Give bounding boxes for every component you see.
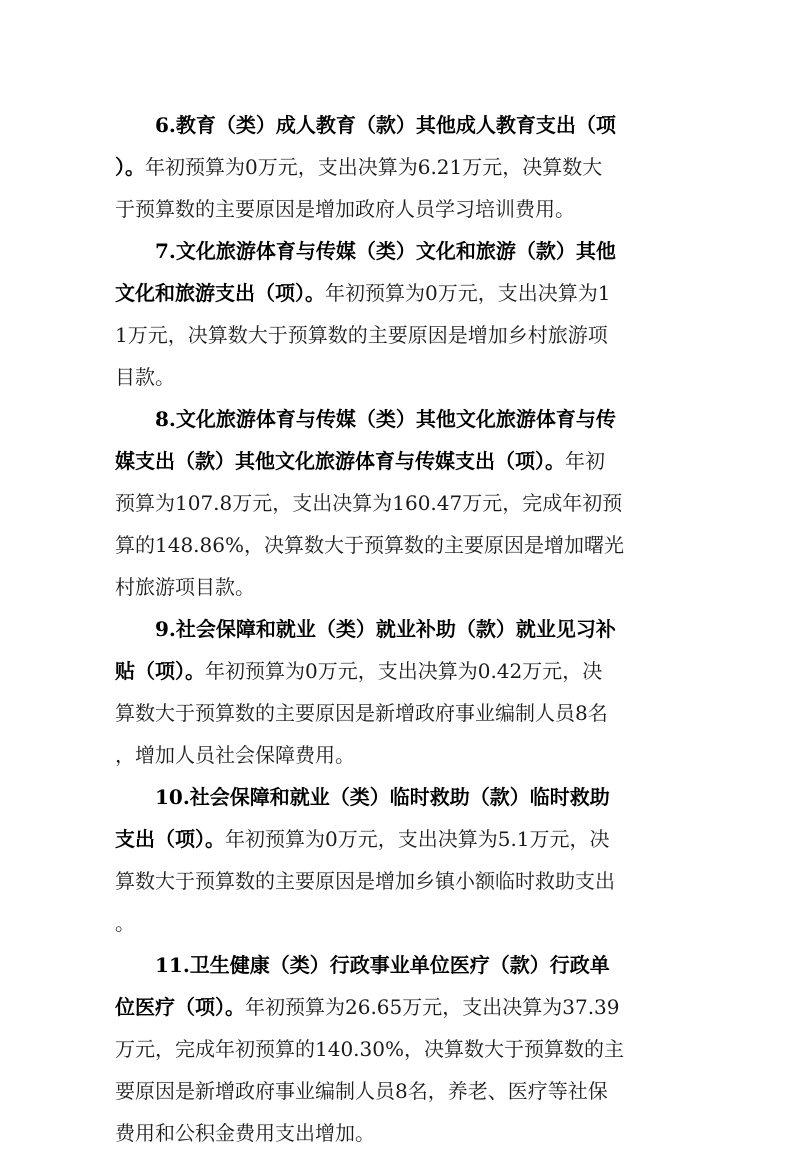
text-line: [115, 146, 687, 188]
item-text: 万元，完成年初预算的140.30%，决算数大于预算数的主: [115, 1037, 624, 1061]
text-line: [115, 524, 687, 566]
document-body: [115, 104, 687, 1154]
text-line: [115, 986, 687, 1028]
text-line: [115, 1112, 687, 1154]
item-heading: 文化和旅游支出（项）。: [115, 281, 325, 305]
text-line: [115, 566, 687, 608]
paragraph-item-6: [115, 104, 687, 230]
text-line: [115, 398, 687, 440]
text-line: [115, 230, 687, 272]
item-text: 要原因是新增政府事业编制人员8名，养老、医疗等社保: [115, 1079, 608, 1103]
item-text: 年初预算为0万元，支出决算为6.21万元，决算数大: [145, 155, 603, 179]
item-text: 预算为107.8万元，支出决算为160.47万元，完成年初预: [115, 491, 623, 515]
text-line: [115, 818, 687, 860]
item-text: 算的148.86%，决算数大于预算数的主要原因是增加曙光: [115, 533, 624, 557]
item-text: 年初: [565, 449, 605, 473]
text-line: [115, 482, 687, 524]
text-line: [115, 104, 687, 146]
item-heading: 位医疗（项）。: [115, 995, 245, 1019]
text-line: [115, 650, 687, 692]
paragraph-item-9: [115, 608, 687, 776]
text-line: [115, 902, 687, 944]
item-heading: 媒支出（款）其他文化旅游体育与传媒支出（项）。: [115, 449, 565, 473]
text-line: [115, 188, 687, 230]
text-line: [115, 1070, 687, 1112]
text-line: [115, 734, 687, 776]
text-line: [115, 314, 687, 356]
item-text: 费用和公积金费用支出增加。: [115, 1121, 375, 1145]
text-line: [115, 608, 687, 650]
item-text: 算数大于预算数的主要原因是新增政府事业编制人员8名: [115, 701, 608, 725]
item-heading: 10.社会保障和就业（类）临时救助（款）临时救助: [155, 785, 610, 809]
item-heading: 7.文化旅游体育与传媒（类）文化和旅游（款）其他: [155, 239, 616, 263]
item-heading: 支出（项）。: [115, 827, 225, 851]
item-text: 目款。: [115, 365, 175, 389]
item-text: 1万元，决算数大于预算数的主要原因是增加乡村旅游项: [115, 323, 608, 347]
item-heading: 6.教育（类）成人教育（款）其他成人教育支出（项: [155, 113, 616, 137]
item-heading: 11.卫生健康（类）行政事业单位医疗（款）行政单: [155, 953, 610, 977]
paragraph-item-10: [115, 776, 687, 944]
text-line: [115, 776, 687, 818]
item-heading: 贴（项）。: [115, 659, 205, 683]
item-text: ，增加人员社会保障费用。: [115, 743, 355, 767]
item-text: 于预算数的主要原因是增加政府人员学习培训费用。: [115, 197, 575, 221]
item-text: 村旅游项目款。: [115, 575, 255, 599]
item-text: 年初预算为26.65万元，支出决算为37.39: [245, 995, 620, 1019]
text-line: [115, 944, 687, 986]
paragraph-item-11: [115, 944, 687, 1154]
item-text: 年初预算为0万元，支出决算为5.1万元，决: [225, 827, 610, 851]
item-text: 年初预算为0万元，支出决算为0.42万元，决: [205, 659, 603, 683]
text-line: [115, 860, 687, 902]
text-line: [115, 692, 687, 734]
item-heading: ）。: [115, 155, 145, 179]
item-text: 。: [115, 911, 135, 935]
text-line: [115, 356, 687, 398]
text-line: [115, 1028, 687, 1070]
paragraph-item-7: [115, 230, 687, 398]
text-line: [115, 272, 687, 314]
item-text: 年初预算为0万元，支出决算为1: [325, 281, 611, 305]
text-line: [115, 440, 687, 482]
item-text: 算数大于预算数的主要原因是增加乡镇小额临时救助支出: [115, 869, 615, 893]
paragraph-item-8: [115, 398, 687, 608]
item-heading: 8.文化旅游体育与传媒（类）其他文化旅游体育与传: [155, 407, 616, 431]
item-heading: 9.社会保障和就业（类）就业补助（款）就业见习补: [155, 617, 616, 641]
